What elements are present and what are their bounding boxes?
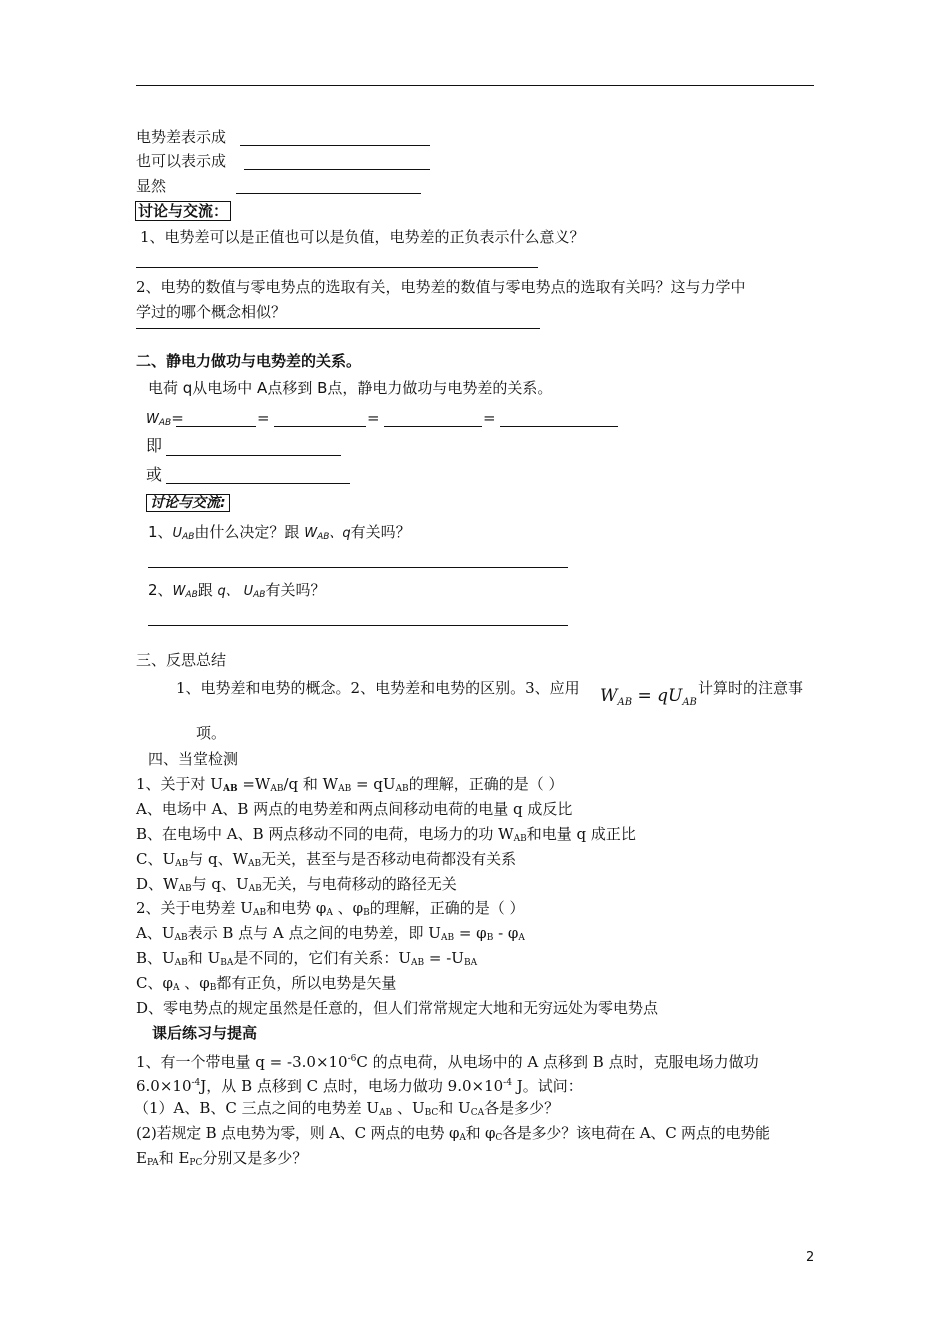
discussion-title-2-box: 讨论与交流: <box>146 494 230 512</box>
section3-heading: 三、反思总结 <box>136 651 227 669</box>
answer-line-q2[interactable] <box>136 328 540 329</box>
practice-heading: 课后练习与提高 <box>152 1024 258 1042</box>
section2-q2-answer[interactable] <box>148 625 568 626</box>
section2-heading: 二、静电力做功与电势差的关系。 <box>136 352 362 370</box>
work-blank-1[interactable] <box>176 426 256 427</box>
discussion-q2-line2: 学过的哪个概念相似？ <box>136 303 287 321</box>
work-blank-4[interactable] <box>500 426 618 427</box>
q2-stem: 2、关于电势差 $U_{AB}$和电势 $\varphi_A$ 、$\varphi_B$的理解，正确的是（ ） <box>136 899 525 918</box>
fill-line-1 <box>136 127 226 147</box>
section4-heading: 四、当堂检测 <box>148 750 239 768</box>
section2-q1-answer[interactable] <box>148 567 568 568</box>
work-blank-3[interactable] <box>384 426 482 427</box>
section2-q2: 2、$W_{AB}$跟 q、 $U_{AB}$有关吗？ <box>148 581 326 600</box>
blank-line-1[interactable] <box>240 145 430 146</box>
huo-label: 或 <box>146 465 163 484</box>
discussion-title-1 <box>135 201 231 221</box>
ji-label: 即 <box>146 436 163 455</box>
practice-line-5: $E_{PA}$和 $E_{PC}$分别又是多少？ <box>136 1149 308 1168</box>
section2-intro: 电荷 q从电场中 A点移到 B点，静电力做功与电势差的关系。 <box>148 379 553 397</box>
practice-line-2: $6.0\times 10^{-4}J$，从 B 点移到 C 点时，电场力做功 $9.0\times 10^{-4}$ J。试问： <box>136 1077 583 1095</box>
page-number: 2 <box>806 1250 815 1265</box>
eq-sign-1: = <box>257 409 270 427</box>
q2-option-d: D、零电势点的规定虽然是任意的，但人们常常规定大地和无穷远处为零电势点 <box>136 999 659 1017</box>
practice-line-3: （1）A、B、C 三点之间的电势差 $U_{AB}$ 、$U_{BC}$和 $U_{CA}$各是多少？ <box>134 1099 560 1118</box>
blank-line-3[interactable] <box>236 193 421 194</box>
discussion-q1: 1、电势差可以是正值也可以是负值，电势差的正负表示什么意义？ <box>140 228 585 246</box>
header-rule <box>136 85 814 86</box>
section3-text-cont: 项。 <box>196 724 227 742</box>
eq-sign-2: = <box>367 409 380 427</box>
work-blank-2[interactable] <box>274 426 366 427</box>
practice-line-1: 1、有一个带电量 $q = -3.0\times 10^{-6}C$ 的点电荷，从电场中的 A 点移到 B 点时，克服电场力做功 <box>136 1053 759 1071</box>
fill-line-2-label: 也可以表示成 <box>136 152 227 170</box>
answer-line-q1[interactable] <box>136 267 538 268</box>
section3-text-after: 计算时的注意事 <box>698 679 804 697</box>
practice-line-4: (2)若规定 B 点电势为零，则 A、C 两点的电势 $\varphi_A$和 $\varphi_C$各是多少？该电荷在 A、C 两点的电势能 <box>136 1124 770 1143</box>
fill-line-2 <box>136 151 226 171</box>
section3-text: 1、电势差和电势的概念。2、电势差和电势的区别。3、应用 <box>176 679 580 697</box>
fill-line-1-label: 电势差表示成 <box>136 128 227 146</box>
eq-sign-3: = <box>483 409 496 427</box>
work-symbol: $W_{AB}$ <box>146 412 172 428</box>
q1-option-c: C、$U_{AB}$与 q、$W_{AB}$无关，甚至与是否移动电荷都没有关系 <box>136 850 517 869</box>
discussion-title-1-box: 讨论与交流： <box>135 201 231 221</box>
q1-option-a: A、电场中 A、B 两点的电势差和两点间移动电荷的电量 q 成反比 <box>136 800 573 818</box>
q2-option-c: C、$\varphi_A$ 、$\varphi_B$都有正负，所以电势是矢量 <box>136 974 397 993</box>
q2-option-b: B、$U_{AB}$和 $U_{BA}$是不同的，它们有关系：$U_{AB} = -U_{BA}$ <box>136 949 478 968</box>
fill-line-3 <box>136 176 166 196</box>
q1-option-d: D、$W_{AB}$与 q、$U_{AB}$无关，与电荷移动的路径无关 <box>136 875 457 894</box>
discussion-q2-line1: 2、电势的数值与零电势点的选取有关，电势差的数值与零电势点的选取有关吗？这与力学中 <box>136 278 746 296</box>
work-equation-row: $W_{AB}=$ <box>146 409 184 428</box>
section2-q1: 1、$U_{AB}$由什么决定？跟 $W_{AB}$、q有关吗？ <box>148 523 411 542</box>
fill-line-3-label: 显然 <box>136 177 167 195</box>
q2-option-a: A、$U_{AB}$表示 B 点与 A 点之间的电势差，即 $U_{AB} = \varphi_B - \varphi_A$ <box>136 924 525 943</box>
discussion-title-2 <box>146 492 230 513</box>
blank-line-2[interactable] <box>244 169 430 170</box>
q1-stem: 1、关于对 $U_{AB} =W_{AB}/q$ 和 $W_{AB} = qU_{AB}$的理解，正确的是（ ） <box>136 775 564 794</box>
huo-blank[interactable] <box>166 483 350 484</box>
ji-blank[interactable] <box>166 455 341 456</box>
section3-formula: $W_{AB} = qU_{AB}$ <box>600 686 697 708</box>
q1-option-b: B、在电场中 A、B 两点移动不同的电荷，电场力的功 $W_{AB}$和电量 q 成正比 <box>136 825 636 844</box>
